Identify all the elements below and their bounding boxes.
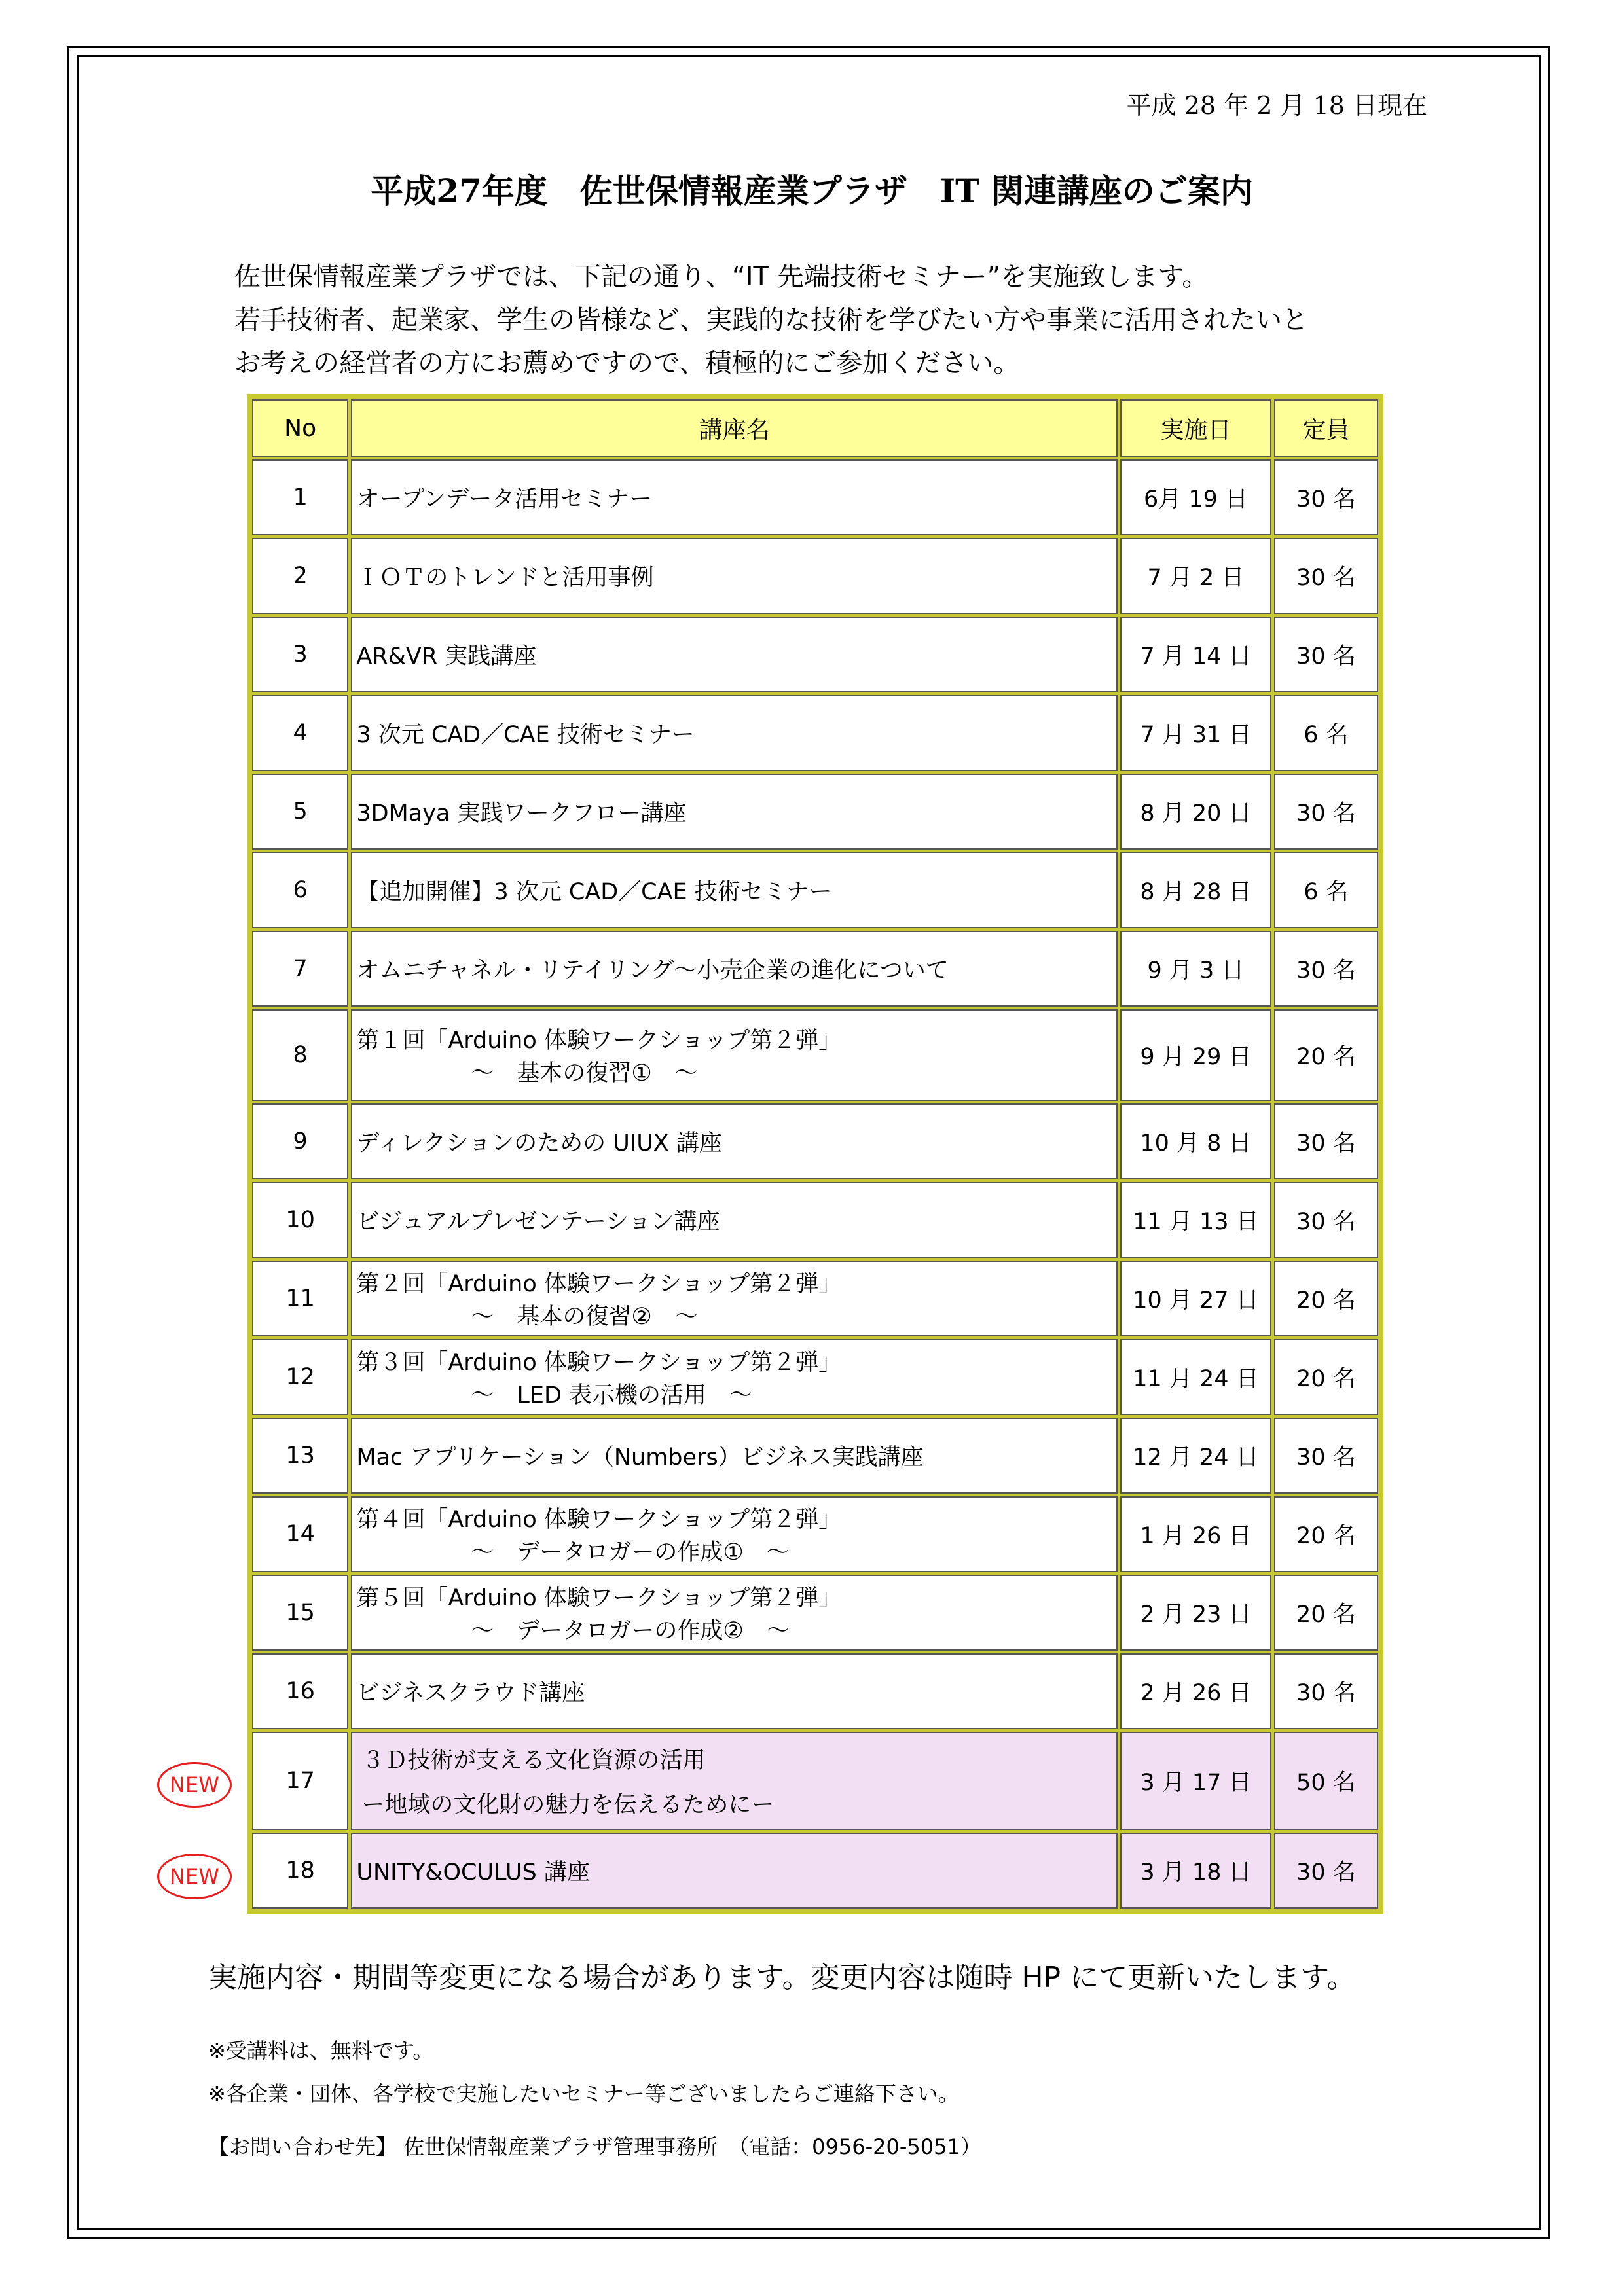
row-date: 9 月 29 日 xyxy=(1120,1009,1271,1101)
row-date: 7 月 31 日 xyxy=(1120,695,1271,771)
row-date: 2 月 26 日 xyxy=(1120,1653,1271,1729)
table-row xyxy=(252,931,1378,1007)
course-name-line1: ３Ｄ技術が支える文化資源の活用 xyxy=(361,1748,706,1774)
row-date: 11 月 24 日 xyxy=(1120,1339,1271,1415)
note-line: ※各企業・団体、各学校で実施したいセミナー等ございましたらご連絡下さい。 xyxy=(208,2081,959,2106)
change-notice: 実施内容・期間等変更になる場合があります。変更内容は随時 HP にて更新いたします。 xyxy=(208,1961,1356,1994)
note-line: ※受講料は、無料です。 xyxy=(208,2038,434,2063)
row-no: 8 xyxy=(252,1009,348,1101)
row-capacity: 30 名 xyxy=(1274,459,1378,535)
row-no: 14 xyxy=(252,1496,348,1572)
row-no: 1 xyxy=(252,459,348,535)
row-no: 7 xyxy=(252,931,348,1007)
row-course-name xyxy=(351,774,1118,850)
contact-info: 【お問い合わせ先】 佐世保情報産業プラザ管理事務所 （電話：0956-20-5051） xyxy=(208,2134,981,2159)
row-capacity: 30 名 xyxy=(1274,1418,1378,1494)
row-no: 15 xyxy=(252,1575,348,1651)
new-badge: NEW xyxy=(157,1854,232,1899)
row-no: 9 xyxy=(252,1103,348,1179)
row-capacity: 30 名 xyxy=(1274,1103,1378,1179)
course-name-line1: 第１回「Arduino 体験ワークショップ第２弾」 xyxy=(356,1028,842,1054)
intro-text xyxy=(234,255,1446,385)
intro-line: 若手技術者、起業家、学生の皆様など、実践的な技術を学びたい方や事業に活用されたいと xyxy=(234,305,1308,335)
row-no: 17 xyxy=(252,1732,348,1830)
row-capacity: 20 名 xyxy=(1274,1261,1378,1336)
row-course-name xyxy=(351,1339,1118,1415)
row-date: 12 月 24 日 xyxy=(1120,1418,1271,1494)
row-course-name xyxy=(351,1009,1118,1101)
table-row xyxy=(252,1575,1378,1651)
row-course-name xyxy=(351,852,1118,928)
row-course-name xyxy=(351,538,1118,614)
header-course-name: 講座名 xyxy=(351,399,1118,457)
table-row xyxy=(252,459,1378,535)
row-date: 8 月 28 日 xyxy=(1120,852,1271,928)
course-name-line1: オムニチャネル・リテイリング～小売企業の進化について xyxy=(356,958,949,984)
row-capacity: 30 名 xyxy=(1274,774,1378,850)
course-name-line1: 第４回「Arduino 体験ワークショップ第２弾」 xyxy=(356,1507,842,1533)
row-course-name xyxy=(351,1653,1118,1729)
row-no: 3 xyxy=(252,617,348,692)
course-name-line1: AR&VR 実践講座 xyxy=(356,643,537,670)
row-capacity: 20 名 xyxy=(1274,1496,1378,1572)
as-of-date: 平成 28 年 2 月 18 日現在 xyxy=(1126,91,1427,120)
course-name-line1: Mac アプリケーション（Numbers）ビジネス実践講座 xyxy=(356,1444,924,1471)
row-course-name xyxy=(351,1575,1118,1651)
course-name-line1: ＩＯＴのトレンドと活用事例 xyxy=(356,565,654,591)
table-row xyxy=(252,1833,1378,1909)
row-no: 4 xyxy=(252,695,348,771)
header-no: No xyxy=(252,399,348,457)
course-name-line1: 第３回「Arduino 体験ワークショップ第２弾」 xyxy=(356,1350,842,1376)
course-name-line2: ー地域の文化財の魅力を伝えるためにー xyxy=(361,1792,775,1818)
row-capacity: 6 名 xyxy=(1274,852,1378,928)
intro-line: お考えの経営者の方にお薦めですので、積極的にご参加ください。 xyxy=(234,348,1020,378)
header-capacity: 定員 xyxy=(1274,399,1378,457)
row-date: 9 月 3 日 xyxy=(1120,931,1271,1007)
course-name-line1: ビジュアルプレゼンテーション講座 xyxy=(356,1209,720,1235)
table-row xyxy=(252,1182,1378,1258)
row-capacity: 30 名 xyxy=(1274,1833,1378,1909)
table-row xyxy=(252,695,1378,771)
row-date: 11 月 13 日 xyxy=(1120,1182,1271,1258)
row-course-name xyxy=(351,695,1118,771)
intro-line: 佐世保情報産業プラザでは、下記の通り、“IT 先端技術セミナー”を実施致します。 xyxy=(234,262,1209,292)
course-name-line1: オープンデータ活用セミナー xyxy=(356,486,653,512)
row-course-name xyxy=(351,1103,1118,1179)
row-capacity: 20 名 xyxy=(1274,1575,1378,1651)
row-capacity: 30 名 xyxy=(1274,1182,1378,1258)
row-course-name xyxy=(351,617,1118,692)
course-name-line1: UNITY&OCULUS 講座 xyxy=(356,1859,590,1886)
row-capacity: 20 名 xyxy=(1274,1009,1378,1101)
course-name-line1: 【追加開催】3 次元 CAD／CAE 技術セミナー xyxy=(356,879,832,905)
table-row xyxy=(252,1103,1378,1179)
row-date: 2 月 23 日 xyxy=(1120,1575,1271,1651)
table-row xyxy=(252,1261,1378,1336)
table-row xyxy=(252,1339,1378,1415)
course-name-line1: 3DMaya 実践ワークフロー講座 xyxy=(356,800,687,827)
row-no: 2 xyxy=(252,538,348,614)
row-course-name xyxy=(351,1833,1118,1909)
row-course-name xyxy=(351,1182,1118,1258)
row-date: 10 月 27 日 xyxy=(1120,1261,1271,1336)
table-row xyxy=(252,1418,1378,1494)
row-date: 3 月 18 日 xyxy=(1120,1833,1271,1909)
table-row xyxy=(252,1732,1378,1830)
row-no: 6 xyxy=(252,852,348,928)
row-no: 10 xyxy=(252,1182,348,1258)
header-date: 実施日 xyxy=(1120,399,1271,457)
table-row xyxy=(252,852,1378,928)
table-row xyxy=(252,1496,1378,1572)
row-no: 18 xyxy=(252,1833,348,1909)
row-capacity: 30 名 xyxy=(1274,1653,1378,1729)
row-no: 12 xyxy=(252,1339,348,1415)
row-date: 6月 19 日 xyxy=(1120,459,1271,535)
row-no: 11 xyxy=(252,1261,348,1336)
row-date: 1 月 26 日 xyxy=(1120,1496,1271,1572)
course-name-line2: ～ データロガーの作成② ～ xyxy=(471,1618,790,1644)
row-date: 10 月 8 日 xyxy=(1120,1103,1271,1179)
row-date: 3 月 17 日 xyxy=(1120,1732,1271,1830)
table-row xyxy=(252,1653,1378,1729)
row-capacity: 20 名 xyxy=(1274,1339,1378,1415)
row-capacity: 30 名 xyxy=(1274,617,1378,692)
row-no: 13 xyxy=(252,1418,348,1494)
page-title: 平成27年度 佐世保情報産業プラザ IT 関連講座のご案内 xyxy=(371,171,1253,210)
course-table xyxy=(247,394,1383,1914)
row-capacity: 30 名 xyxy=(1274,931,1378,1007)
course-name-line2: ～ LED 表示機の活用 ～ xyxy=(471,1382,753,1408)
table-row xyxy=(252,617,1378,692)
course-name-line2: ～ 基本の復習② ～ xyxy=(471,1304,698,1330)
row-course-name xyxy=(351,1732,1118,1830)
course-name-line1: 3 次元 CAD／CAE 技術セミナー xyxy=(356,722,695,748)
row-course-name xyxy=(351,1496,1118,1572)
course-name-line1: ディレクションのための UIUX 講座 xyxy=(356,1130,722,1157)
table-row xyxy=(252,538,1378,614)
row-no: 5 xyxy=(252,774,348,850)
row-course-name xyxy=(351,1261,1118,1336)
course-name-line1: 第５回「Arduino 体験ワークショップ第２弾」 xyxy=(356,1585,842,1611)
table-row xyxy=(252,774,1378,850)
row-capacity: 30 名 xyxy=(1274,538,1378,614)
course-name-line2: ～ 基本の復習① ～ xyxy=(471,1060,698,1086)
row-capacity: 50 名 xyxy=(1274,1732,1378,1830)
course-name-line1: ビジネスクラウド講座 xyxy=(356,1680,585,1706)
row-no: 16 xyxy=(252,1653,348,1729)
row-date: 8 月 20 日 xyxy=(1120,774,1271,850)
course-name-line1: 第２回「Arduino 体験ワークショップ第２弾」 xyxy=(356,1271,842,1297)
row-date: 7 月 2 日 xyxy=(1120,538,1271,614)
new-badge: NEW xyxy=(157,1762,232,1808)
row-course-name xyxy=(351,1418,1118,1494)
row-date: 7 月 14 日 xyxy=(1120,617,1271,692)
row-course-name xyxy=(351,459,1118,535)
course-name-line2: ～ データロガーの作成① ～ xyxy=(471,1539,790,1566)
table-header-row xyxy=(252,399,1378,457)
notes xyxy=(208,2029,1452,2115)
row-course-name xyxy=(351,931,1118,1007)
row-capacity: 6 名 xyxy=(1274,695,1378,771)
table-row xyxy=(252,1009,1378,1101)
